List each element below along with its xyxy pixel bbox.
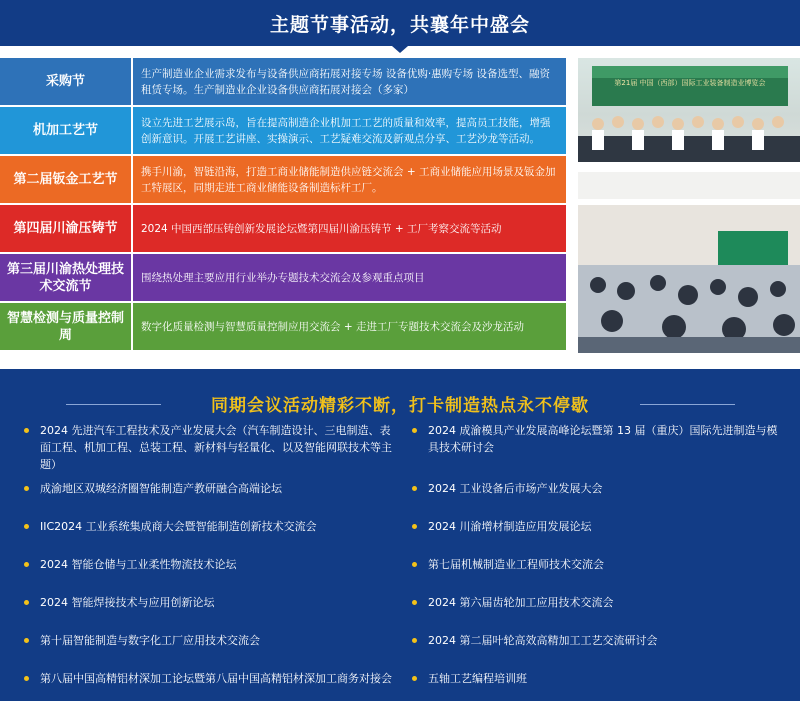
event-desc: 设立先进工艺展示岛，旨在提高制造企业机加工工艺的质量和效率，提高员工技能，增强创新意识。开展工艺讲座、实操演示、工艺疑难交流及新观点分享、工艺沙龙等活动。 <box>133 107 566 154</box>
bullet-icon <box>24 600 29 605</box>
list-item <box>412 670 787 687</box>
list-item-text: 2024 第六届齿轮加工应用技术交流会 <box>428 596 614 609</box>
event-label: 智慧检测与质量控制周 <box>0 303 131 350</box>
list-item <box>412 556 787 573</box>
list-item <box>24 518 399 535</box>
list-item-text: 2024 智能仓储与工业柔性物流技术论坛 <box>40 558 237 571</box>
foreground-chairs <box>578 337 800 353</box>
bullet-icon <box>412 562 417 567</box>
people-row <box>578 136 800 166</box>
list-item <box>24 556 399 573</box>
list-item-text: 2024 先进汽车工程技术及产业发展大会（汽车制造设计、三电制造、表面工程、机加工程、总装工程、新材料与轻量化、以及智能网联技术等主题） <box>40 424 392 471</box>
bullet-icon <box>24 562 29 567</box>
event-label: 第三届川渝热处理技术交流节 <box>0 254 131 301</box>
bullet-icon <box>412 524 417 529</box>
event-label: 机加工艺节 <box>0 107 131 154</box>
event-label: 第四届川渝压铸节 <box>0 205 131 252</box>
bullet-icon <box>24 428 29 433</box>
hall-screen <box>718 231 788 267</box>
event-row-quality <box>0 303 566 350</box>
bullet-icon <box>24 676 29 681</box>
event-row-procurement <box>0 58 566 105</box>
list-item <box>24 670 399 687</box>
event-photo-meeting <box>578 205 800 353</box>
list-item-text: 2024 智能焊接技术与应用创新论坛 <box>40 596 215 609</box>
people-heads <box>592 116 784 130</box>
event-desc: 2024 中国西部压铸创新发展论坛暨第四届川渝压铸节 + 工厂考察交流等活动 <box>133 205 566 252</box>
event-row-heat-treatment <box>0 254 566 301</box>
table-cloth <box>578 162 800 172</box>
bullet-icon <box>412 676 417 681</box>
list-item-text: 2024 第二届叶轮高效高精加工工艺交流研讨会 <box>428 634 658 647</box>
list-item <box>412 518 787 535</box>
event-row-machining <box>0 107 566 154</box>
event-desc: 围绕热处理主要应用行业举办专题技术交流会及参观重点项目 <box>133 254 566 301</box>
list-item-text: IIC2024 工业系统集成商大会暨智能制造创新技术交流会 <box>40 520 317 533</box>
meeting-photo-graphic <box>578 205 800 353</box>
page-title: 主题节事活动，共襄年中盛会 <box>269 13 530 36</box>
list-item <box>24 422 399 473</box>
list-item-text: 2024 成渝模具产业发展高峰论坛暨第 13 届（重庆）国际先进制造与模具技术研讨会 <box>428 424 778 454</box>
list-item <box>412 480 787 497</box>
list-item-text: 2024 工业设备后市场产业发展大会 <box>428 482 603 495</box>
backdrop-text: 第21届 中国（西部）国际工业装备制造业博览会 <box>614 79 766 87</box>
event-row-sheet-metal <box>0 156 566 203</box>
event-row-die-casting <box>0 205 566 252</box>
bullet-icon <box>24 524 29 529</box>
header-banner <box>0 0 800 46</box>
list-item-text: 成渝地区双城经济圈智能制造产教研融合高端论坛 <box>40 482 282 495</box>
parallel-events-section <box>0 369 800 701</box>
event-photo-ceremony <box>578 58 800 199</box>
event-label: 第二届钣金工艺节 <box>0 156 131 203</box>
bullet-icon <box>412 638 417 643</box>
parallel-title: 同期会议活动精彩不断，打卡制造热点永不停歇 <box>211 396 589 416</box>
event-desc: 携手川渝，智链沿海，打造工商业储能制造供应链交流会 + 工商业储能应用场景及钣金加工特展区，同期走进工商业储能设备制造标杆工厂。 <box>133 156 566 203</box>
list-item <box>412 422 787 456</box>
list-item-text: 第八届中国高精铝材深加工论坛暨第八届中国高精铝材深加工商务对接会 <box>40 672 392 685</box>
list-item <box>24 632 399 649</box>
list-item-text: 第七届机械制造业工程师技术交流会 <box>428 558 604 571</box>
list-item <box>24 480 399 497</box>
banner-notch <box>392 46 408 53</box>
list-item <box>412 632 787 649</box>
event-desc: 数字化质量检测与智慧质量控制应用交流会 + 走进工厂专题技术交流会及沙龙活动 <box>133 303 566 350</box>
list-item <box>24 594 399 611</box>
event-desc: 生产制造业企业需求发布与设备供应商拓展对接专场 设备优购·惠购专场 设备选型、融资租赁专场。生产制造业企业设备供应商拓展对接会（多家） <box>133 58 566 105</box>
title-divider-right <box>640 404 735 405</box>
bullet-icon <box>412 486 417 491</box>
list-item-text: 五轴工艺编程培训班 <box>428 672 527 685</box>
bullet-icon <box>412 428 417 433</box>
list-item <box>412 594 787 611</box>
ceremony-photo-graphic <box>578 58 800 199</box>
event-label: 采购节 <box>0 58 131 105</box>
bullet-icon <box>412 600 417 605</box>
bullet-icon <box>24 486 29 491</box>
list-item-text: 第十届智能制造与数字化工厂应用技术交流会 <box>40 634 260 647</box>
backdrop-strip <box>592 66 788 78</box>
list-item-text: 2024 川渝增材制造应用发展论坛 <box>428 520 592 533</box>
bullet-icon <box>24 638 29 643</box>
